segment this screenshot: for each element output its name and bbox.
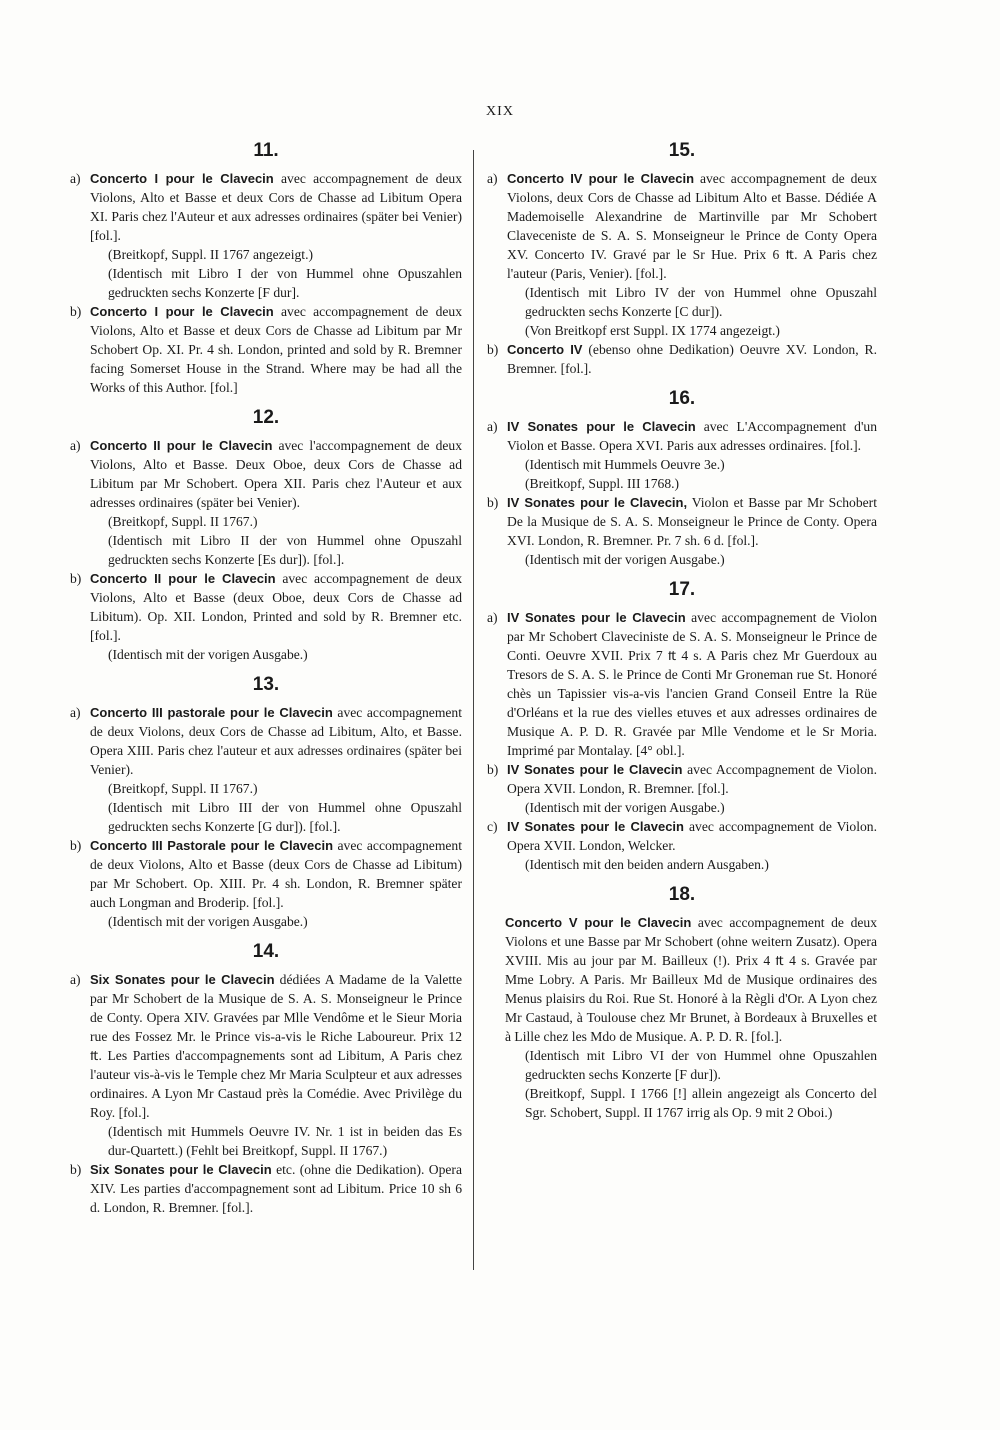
section-number: 12. xyxy=(252,407,280,428)
entry-marker: b) xyxy=(487,495,499,510)
entry-marker: b) xyxy=(70,571,82,586)
entry-note: (Identisch mit Libro VI der von Hummel ohne Opuszahlen gedruckten sechs Konzerte [F dur]). xyxy=(525,1048,877,1082)
entry-title: Six Sonates pour le Clavecin xyxy=(90,972,275,987)
catalog-entry xyxy=(487,340,877,378)
catalog-entry xyxy=(487,169,877,283)
entry-note: (Breitkopf, Suppl. II 1767.) xyxy=(108,781,258,796)
entry-title: Concerto III pastorale pour le Clavecin xyxy=(90,705,333,720)
entry-text: avec L'Accompagnement d'un Violon et Basse. Opera XVI. Paris aux adresses ordinaires. [fol.]. xyxy=(507,419,877,453)
entry-marker: b) xyxy=(70,304,82,319)
entry-note: (Identisch mit den beiden andern Ausgaben.) xyxy=(525,857,769,872)
entry-note: (Identisch mit der vorigen Ausgabe.) xyxy=(108,914,308,929)
entry-text: avec accompagnement de deux Violons et une Basse par Mr Schobert (ohne weitern Zusatz). Opera XVIII. Mis au jour par M. Bailleux (!). Prix 4 ₶ 4 s. Gravée par Mme Lobry. A Paris. Mr Bailleux Md de Musique ordinaires des Menus plaisirs du Roi. Rue St. Honoré à la Règli d'Or. A Lyon chez Mr Castaud, à Toulouse chez Mr Brunet, à Bordeaux à Bruxelles et à Lille chez les Mdo de Musique. A. P. D. R. [fol.]. xyxy=(505,915,878,1044)
entry-marker: b) xyxy=(70,838,82,853)
catalog-section xyxy=(70,941,462,1217)
section-number: 16. xyxy=(668,388,696,409)
catalog-section xyxy=(487,140,877,378)
entry-text: avec accompagnement de Violon. Opera XVII. London, Welcker. xyxy=(507,819,877,853)
entry-title: Six Sonates pour le Clavecin xyxy=(90,1162,272,1177)
catalog-entry xyxy=(487,608,877,760)
catalog-entry xyxy=(487,760,877,798)
entry-text: (ebenso ohne Dedikation) Oeuvre XV. London, R. Bremner. [fol.]. xyxy=(507,342,877,376)
entry-note: (Identisch mit Libro I der von Hummel ohne Opuszahlen gedruckten sechs Konzerte [F dur]. xyxy=(108,266,462,300)
entry-note: (Identisch mit Hummels Oeuvre 3e.) xyxy=(525,457,725,472)
entry-title: IV Sonates pour le Clavecin, xyxy=(507,495,688,510)
entry-text: avec accompagnement de deux Violons, deux Cors de Chasse ad Libitum, Alto, et Basse. Opera XIII. Paris chez l'auteur et aux adresses ordinaires (später bei Venier). xyxy=(90,705,463,777)
entry-title: Concerto II pour le Clavecin xyxy=(90,438,273,453)
catalog-section xyxy=(487,388,877,569)
entry-text: avec accompagnement de deux Violons, Alto et Basse (deux Oboe, deux Cors de Chasse ad Libitum). Op. XII. London, Printed and sold by R. Bremner etc. [fol.]. xyxy=(90,571,462,643)
entry-marker: a) xyxy=(70,171,81,186)
entry-title: Concerto III Pastorale pour le Clavecin xyxy=(90,838,334,853)
section-number: 13. xyxy=(252,674,280,695)
entry-note: (Identisch mit der vorigen Ausgabe.) xyxy=(108,647,308,662)
entry-note: (Identisch mit Libro IV der von Hummel ohne Opuszahl gedruckten sechs Konzerte [C dur]). xyxy=(525,285,877,319)
entry-marker: b) xyxy=(70,1162,82,1177)
catalog-section xyxy=(487,579,877,874)
catalog-entry xyxy=(70,302,462,397)
entry-note: (Breitkopf, Suppl. II 1767 angezeigt.) xyxy=(108,247,313,262)
entry-text: Violon et Basse par Mr Schobert De la Musique de S. A. S. Monseigneur le Prince de Conty. Opera XVI. London, R. Bremner. Pr. 7 sh. 6 d. [fol.]. xyxy=(507,495,877,548)
entry-text: avec l'accompagnement de deux Violons, Alto et Basse. Deux Oboe, deux Cors de Chasse ad Libitum par Mr Schobert. Opera XII. Paris chez l'Auteur et aux adresses ordinaires (später bei Venier). xyxy=(90,438,462,510)
entry-title: Concerto IV pour le Clavecin xyxy=(507,171,695,186)
entry-text: etc. (ohne die Dedikation). Opera XIV. Les parties d'accompagnement sont ad Libitum. Price 10 sh 6 d. London, R. Bremner. [fol.]. xyxy=(90,1162,462,1215)
entry-marker: a) xyxy=(487,419,498,434)
section-number: 18. xyxy=(668,884,696,905)
entry-title: Concerto II pour le Clavecin xyxy=(90,571,276,586)
catalog-entry xyxy=(70,703,462,779)
catalog-section xyxy=(70,140,462,397)
section-number: 11. xyxy=(253,140,279,161)
catalog-entry xyxy=(70,970,462,1122)
entry-marker: b) xyxy=(487,342,499,357)
catalog-entry xyxy=(70,836,462,912)
entry-text: avec accompagnement de deux Violons, Alto et Basse (deux Cors de Chasse ad Libitum) par Mr Schobert. Op. XIII. Pr. 4 sh. London, R. Bremner später auch Longman and Broderip. [fol.]. xyxy=(90,838,462,910)
entry-title: Concerto IV xyxy=(507,342,583,357)
entry-text: avec accompagnement de Violon par Mr Schobert Claveciniste de S. A. S. Monseigneur le Prince de Conti. Oeuvre XVII. Prix 7 ₶ 4 s. A Paris chez Mr Guerdoux au Tresors de S. A. S. le Prince de Conti Mr Groneman rue St. Honoré chès un Tapissier vis-a-vis l'ancien Grand Conseil Entre la Rüe d'Orléans et la rue des vielles etuves et aux adresses ordinaires de Musique A. P. D. R. Gravée par Mlle Vendome et le Sr Moria. Imprimé par Montalay. [4° obl.]. xyxy=(507,610,877,758)
section-number: 15. xyxy=(668,140,696,161)
catalog-section xyxy=(70,674,462,931)
entry-note: (Breitkopf, Suppl. II 1767.) xyxy=(108,514,258,529)
entry-text: avec Accompagnement de Violon. Opera XVII. London, R. Bremner. [fol.]. xyxy=(507,762,877,796)
entry-note: (Identisch mit Hummels Oeuvre IV. Nr. 1 ist in beiden das Es dur-Quartett.) (Fehlt bei Breitkopf, Suppl. II 1767.) xyxy=(108,1124,462,1158)
catalog-entry xyxy=(487,417,877,455)
entry-note: (Breitkopf, Suppl. I 1766 [!] allein angezeigt als Concerto del Sgr. Schobert, Suppl. II 1767 irrig als Op. 9 mit 2 Oboi.) xyxy=(525,1086,877,1120)
catalog-section xyxy=(70,407,462,664)
catalog-entry xyxy=(487,817,877,855)
entry-text: avec accompagnement de deux Violons, Alto et Basse et deux Cors de Chasse ad Libitum Opera XI. Paris chez l'Auteur et aux adresses ordinaires (später bei Venier) [fol.]. xyxy=(90,171,462,243)
entry-note: (Identisch mit der vorigen Ausgabe.) xyxy=(525,800,725,815)
page-number: XIX xyxy=(486,104,514,119)
catalog-entry xyxy=(70,169,462,245)
entry-note: (Identisch mit Libro III der von Hummel ohne Opuszahl gedruckten sechs Konzerte [G dur]). [fol.]. xyxy=(108,800,462,834)
section-number: 17. xyxy=(668,579,696,600)
entry-marker: a) xyxy=(70,972,81,987)
entry-marker: a) xyxy=(487,171,498,186)
entry-title: IV Sonates pour le Clavecin xyxy=(507,762,683,777)
entry-note: (Breitkopf, Suppl. III 1768.) xyxy=(525,476,680,491)
entry-marker: a) xyxy=(487,610,498,625)
entry-title: IV Sonates pour le Clavecin xyxy=(507,419,696,434)
catalog-entry xyxy=(487,493,877,550)
entry-title: IV Sonates pour le Clavecin xyxy=(507,819,684,834)
entry-note: (Identisch mit Libro II der von Hummel ohne Opuszahl gedruckten sechs Konzerte [Es dur]). [fol.]. xyxy=(108,533,462,567)
section-number: 14. xyxy=(252,941,280,962)
entry-text: avec accompagnement de deux Violons, Alto et Basse et deux Cors de Chasse ad Libitum par Mr Schobert Op. XI. Pr. 4 sh. London, printed and sold by R. Bremner facing Somerset House in the Strand. Where may be had all the Works of this Author. [fol.] xyxy=(90,304,462,395)
catalog-entry xyxy=(487,913,877,1046)
right-column xyxy=(487,134,877,1132)
entry-title: Concerto I pour le Clavecin xyxy=(90,304,274,319)
entry-text: dédiées A Madame de la Valette par Mr Schobert de la Musique de S. A. S. Monseigneur le Prince de Conty. Opera XIV. Gravées par Mlle Vendôme et le Sieur Moria rue des Fossez Mr. le Prince vis-a-vis le Riche Laboureur. Prix 12 ₶. Les Parties d'accompagnements sont ad Libitum, A Paris chez l'auteur vis-à-vis le Temple chez Mr Maria Sculpteur et aux adresses ordinaires. A Lyon Mr Castaud près la Comédie. Avec Privilège du Roy. [fol.]. xyxy=(90,972,462,1120)
entry-note: (Von Breitkopf erst Suppl. IX 1774 angezeigt.) xyxy=(525,323,780,338)
entry-note: (Identisch mit der vorigen Ausgabe.) xyxy=(525,552,725,567)
catalog-entry xyxy=(70,436,462,512)
entry-marker: a) xyxy=(70,438,81,453)
left-column xyxy=(70,134,462,1227)
column-divider xyxy=(473,150,474,1270)
entry-marker: b) xyxy=(487,762,499,777)
entry-marker: a) xyxy=(70,705,81,720)
catalog-entry xyxy=(70,1160,462,1217)
entry-title: Concerto V pour le Clavecin xyxy=(505,915,692,930)
entry-text: avec accompagnement de deux Violons, deux Cors de Chasse ad Libitum Alto et Basse. Dédiée A Mademoiselle Alexandrine de Martinville par Mr Schobert Claveceniste de S. A. S. Monseigneur le Prince de Conty Opera XV. Concerto IV. Gravé par le Sr Hue. Prix 6 ₶. A Paris chez l'auteur (Paris, Venier). [fol.]. xyxy=(507,171,877,281)
catalog-section xyxy=(487,884,877,1122)
entry-marker: c) xyxy=(487,819,498,834)
entry-title: IV Sonates pour le Clavecin xyxy=(507,610,686,625)
catalog-entry xyxy=(70,569,462,645)
entry-title: Concerto I pour le Clavecin xyxy=(90,171,274,186)
